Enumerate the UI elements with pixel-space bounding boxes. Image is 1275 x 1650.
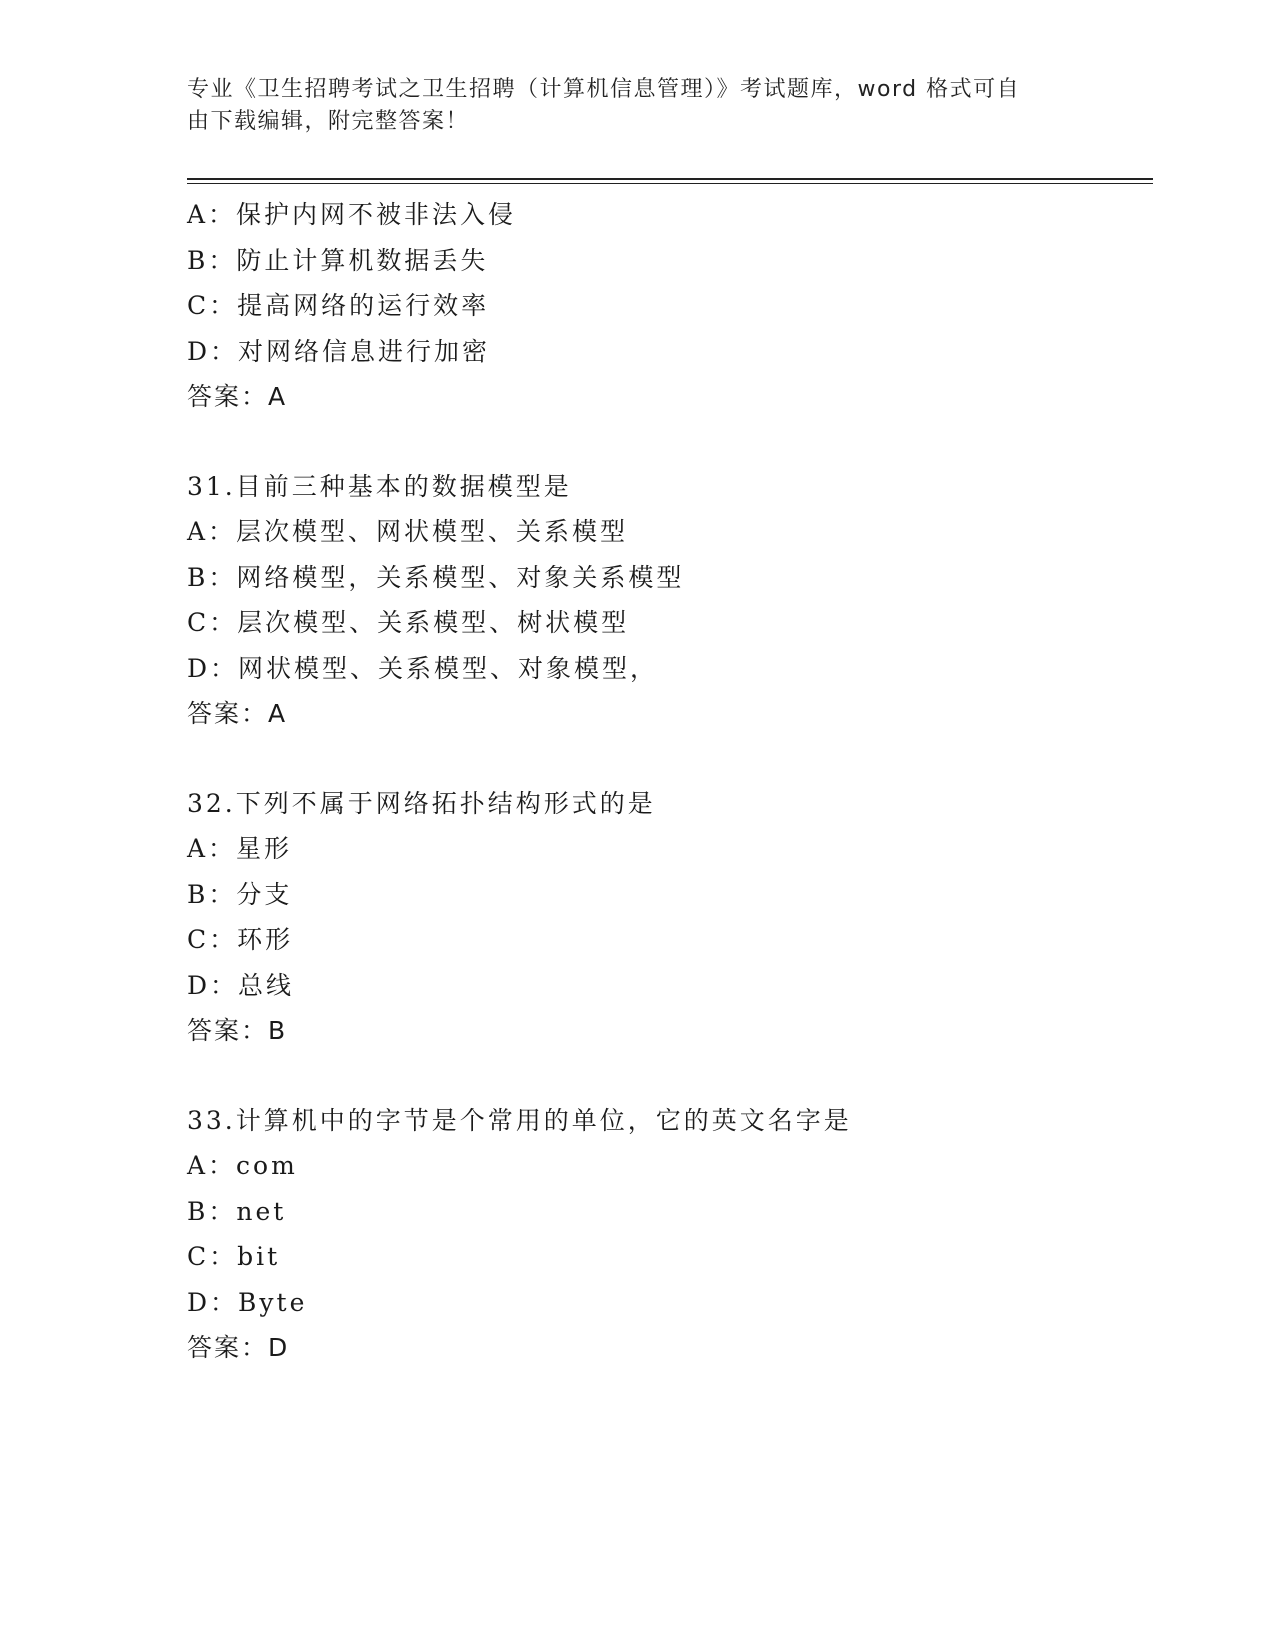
answer-line: 答案：D: [187, 1333, 290, 1362]
option-a: A：星形: [187, 834, 293, 863]
question-stem: 33.计算机中的字节是个常用的单位，它的英文名字是: [187, 1105, 852, 1135]
option-a: A：层次模型、网状模型、关系模型: [187, 517, 629, 546]
option-a: A：保护内网不被非法入侵: [187, 200, 517, 229]
option-c: C：环形: [187, 925, 294, 954]
option-d: D：网状模型、关系模型、对象模型，: [187, 653, 659, 683]
block-spacer: [187, 420, 1147, 464]
question-block: [187, 192, 1147, 420]
answer-line: 答案：B: [187, 1016, 288, 1045]
header-line-2: 由下载编辑，附完整答案！: [187, 109, 470, 134]
option-b: B：net: [187, 1196, 287, 1226]
answer-line: 答案：A: [187, 699, 288, 728]
block-spacer: [187, 1054, 1147, 1098]
option-d: D：对网络信息进行加密: [187, 336, 491, 366]
option-c: C：层次模型、关系模型、树状模型: [187, 608, 630, 637]
question-stem: 31.目前三种基本的数据模型是: [187, 471, 572, 501]
header-divider-thick: [187, 178, 1153, 180]
document-header: [187, 74, 1077, 138]
option-a: A：com: [187, 1151, 298, 1180]
option-b: B：分支: [187, 879, 293, 909]
question-block: [187, 464, 1147, 737]
block-spacer: [187, 737, 1147, 781]
header-divider-thin: [187, 183, 1153, 184]
option-c: C：提高网络的运行效率: [187, 291, 490, 320]
question-list: [187, 192, 1147, 1371]
header-line-1: 专业《卫生招聘考试之卫生招聘（计算机信息管理）》考试题库，word 格式可自: [187, 77, 1021, 102]
option-d: D：总线: [187, 970, 295, 1000]
option-d: D：Byte: [187, 1287, 308, 1317]
question-block: [187, 1098, 1147, 1371]
option-b: B：防止计算机数据丢失: [187, 245, 489, 275]
question-block: [187, 781, 1147, 1054]
option-c: C：bit: [187, 1242, 281, 1271]
question-stem: 32.下列不属于网络拓扑结构形式的是: [187, 788, 656, 818]
option-b: B：网络模型，关系模型、对象关系模型: [187, 562, 685, 592]
answer-line: 答案：A: [187, 382, 288, 411]
